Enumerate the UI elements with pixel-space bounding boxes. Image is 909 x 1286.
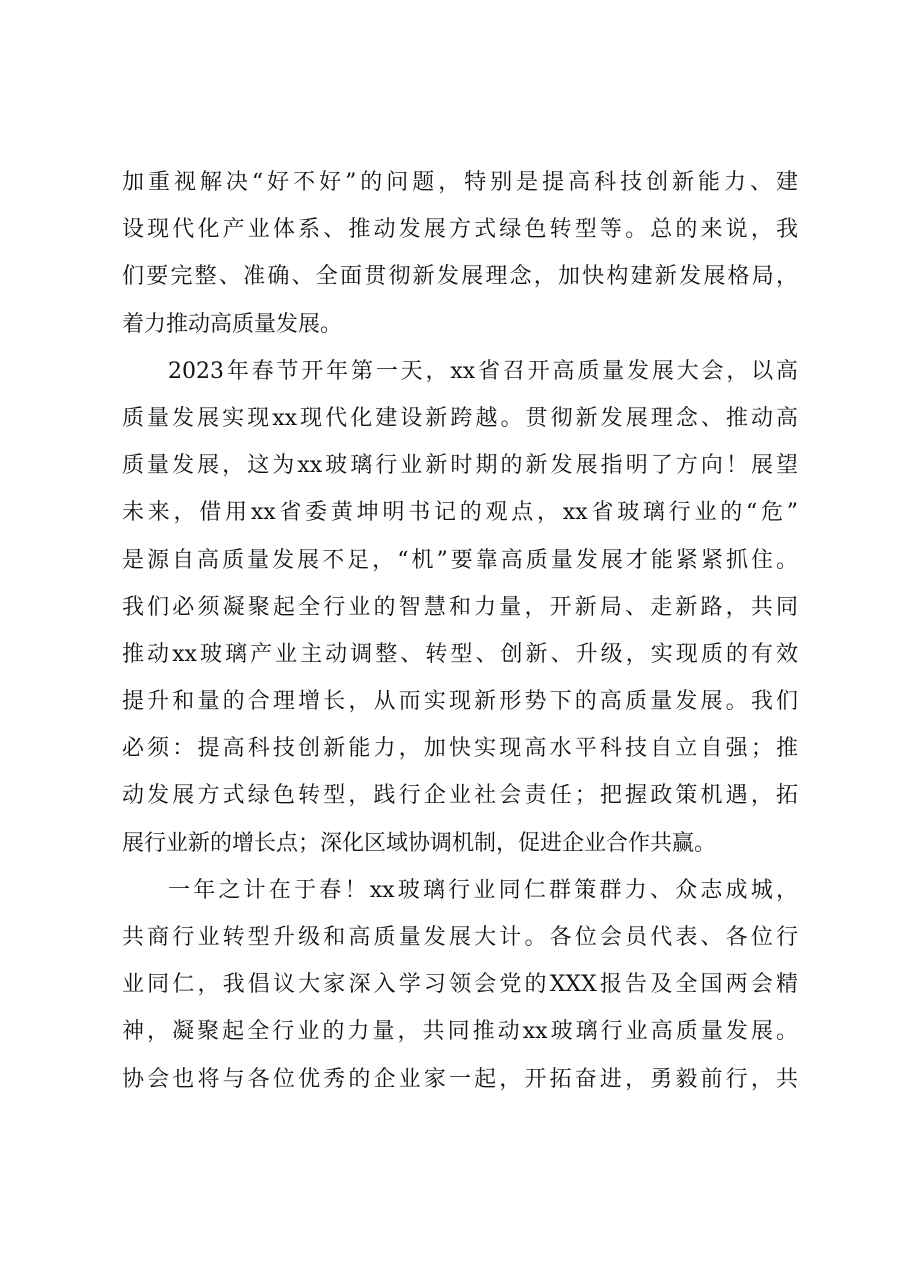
text-line: 协会也将与各位优秀的企业家一起，开拓奋进，勇毅前行，共: [122, 1066, 798, 1092]
text-line: 展行业新的增长点；深化区域协调机制，促进企业合作共赢。: [122, 830, 717, 856]
text-line: 质量发展实现xx现代化建设新跨越。贯彻新发展理念、推动高: [122, 405, 798, 431]
text-line: 必须：提高科技创新能力，加快实现高水平科技自立自强；推: [122, 736, 798, 762]
text-line: 是源自高质量发展不足，“机”要靠高质量发展才能紧紧抓住。: [122, 547, 798, 573]
text-line: 设现代化产业体系、推动发展方式绿色转型等。总的来说，我: [122, 217, 798, 243]
text-line: 着力推动高质量发展。: [122, 311, 343, 337]
text-line: 我们必须凝聚起全行业的智慧和力量，开新局、走新路，共同: [122, 594, 798, 620]
document-body: [122, 159, 798, 1103]
text-line: 质量发展，这为xx玻璃行业新时期的新发展指明了方向！展望: [122, 453, 798, 479]
text-line: 提升和量的合理增长，从而实现新形势下的高质量发展。我们: [122, 689, 798, 715]
text-line: 共商行业转型升级和高质量发展大计。各位会员代表、各位行: [122, 925, 798, 950]
text-line: 动发展方式绿色转型，践行企业社会责任；把握政策机遇，拓: [122, 783, 798, 809]
text-line: 一年之计在于春！xx玻璃行业同仁群策群力、众志成城，: [168, 877, 798, 903]
text-line: 加重视解决“好不好”的问题，特别是提高科技创新能力、建: [122, 170, 798, 195]
text-line: 神，凝聚起全行业的力量，共同推动xx玻璃行业高质量发展。: [122, 1019, 798, 1045]
text-line: 业同仁，我倡议大家深入学习领会党的XXX报告及全国两会精: [122, 972, 798, 998]
text-line: 2023年春节开年第一天，xx省召开高质量发展大会，以高: [168, 358, 798, 384]
text-line: 们要完整、准确、全面贯彻新发展理念，加快构建新发展格局，: [122, 264, 798, 290]
text-line: 未来，借用xx省委黄坤明书记的观点，xx省玻璃行业的“危”: [122, 500, 798, 526]
text-line: 推动xx玻璃产业主动调整、转型、创新、升级，实现质的有效: [122, 641, 798, 667]
